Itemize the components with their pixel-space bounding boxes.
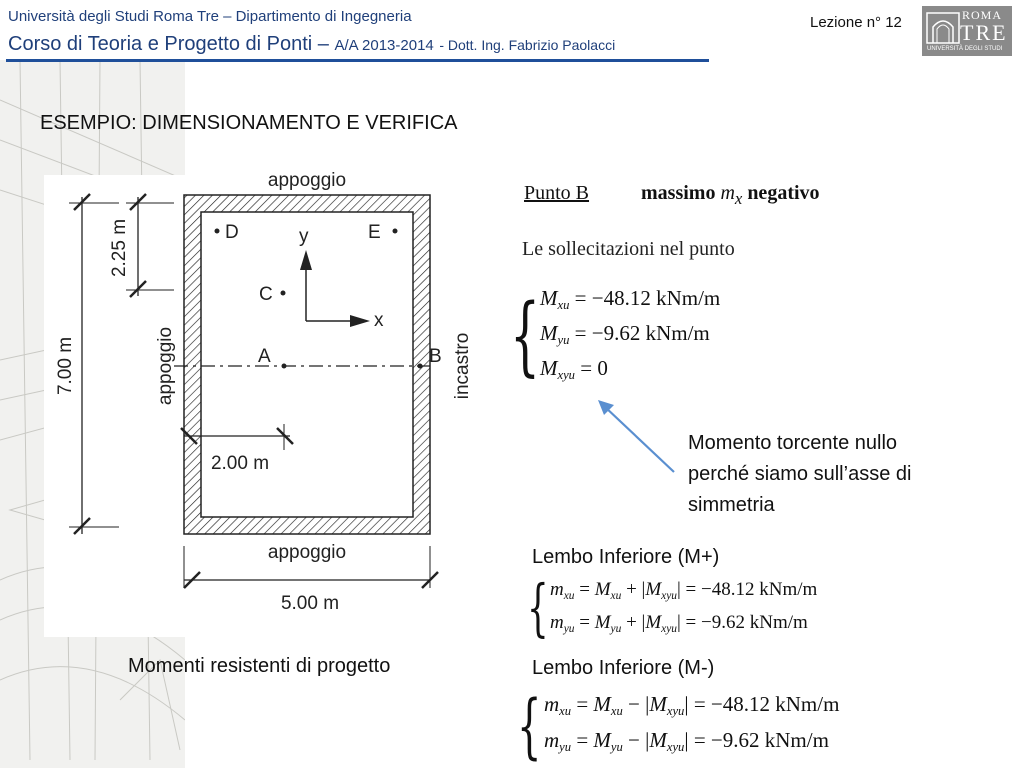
- punto-b-title: Punto B: [524, 182, 590, 204]
- y-axis-arrow: [300, 250, 312, 270]
- lembo-minus-title: Lembo Inferiore (M-): [532, 657, 715, 679]
- lembo-plus-title: Lembo Inferiore (M+): [532, 546, 720, 567]
- dim-horizontal-part-text: 2.00 m: [210, 453, 270, 474]
- logo-line1: ROMA: [962, 8, 1003, 22]
- label-point-e: E: [368, 222, 381, 243]
- course-author: - Dott. Ing. Fabrizio Paolacci: [439, 37, 616, 53]
- label-left-appoggio: appoggio: [155, 326, 176, 406]
- label-top-appoggio: appoggio: [267, 170, 347, 191]
- label-point-c: C: [259, 284, 273, 305]
- eq-plus-myu: $m_{yu} = M_{yu} + |M_{xyu}| = -9.62$ kNm/m: [550, 612, 808, 635]
- massimo-heading: massimo $m_x$ negativo: [641, 182, 820, 208]
- label-axis-x: x: [374, 310, 384, 331]
- dim-vertical-total-text: 7.00 m: [55, 336, 76, 396]
- caption-momenti: Momenti resistenti di progetto: [128, 655, 391, 677]
- sollecitazioni-text: Le sollecitazioni nel punto: [522, 238, 735, 260]
- brace-sollecitazioni: {: [510, 286, 541, 386]
- eq-plus-mxu: $m_{xu} = M_{xu} + |M_{xyu}| = -48.12$ kNm/m: [550, 579, 818, 602]
- eq-mxu: $M_{xu} = -48.12$ kNm/m: [540, 286, 721, 312]
- label-axis-y: y: [299, 226, 309, 247]
- brace-lembo-plus: {: [527, 571, 549, 644]
- lesson-number: Lezione n° 12: [810, 14, 902, 31]
- point-a-dot: [282, 364, 287, 369]
- label-point-d: D: [225, 222, 239, 243]
- eq-minus-myu: $m_{yu} = M_{yu} - |M_{xyu}| = -9.62$ kNm/m: [544, 728, 829, 754]
- eq-mxyu: $M_{xyu} = 0$: [540, 356, 608, 382]
- arch-icon: [925, 9, 961, 45]
- eq-minus-mxu: $m_{xu} = M_{xu} - |M_{xyu}| = -48.12$ kNm/m: [544, 692, 840, 718]
- note-momento-torcente: Momento torcente nullo perché siamo sull’asse di simmetria: [688, 432, 912, 516]
- point-c-dot: [281, 291, 286, 296]
- point-e-dot: [393, 229, 398, 234]
- x-axis-arrow: [350, 315, 370, 327]
- point-b-dot: [418, 364, 423, 369]
- header-course: [8, 33, 615, 56]
- logo-line3: UNIVERSITÀ DEGLI STUDI: [927, 46, 1003, 52]
- label-bottom-appoggio: appoggio: [267, 542, 347, 563]
- academic-year: A/A 2013-2014: [334, 37, 434, 54]
- note-arrow: [590, 396, 680, 478]
- brace-lembo-minus: {: [517, 685, 542, 767]
- dim-vertical-part-text: 2.25 m: [109, 218, 130, 278]
- roma-tre-logo: [922, 6, 1012, 56]
- point-d-dot: [215, 229, 220, 234]
- label-point-b: B: [429, 346, 442, 367]
- course-name: Corso di Teoria e Progetto di Ponti –: [8, 33, 329, 55]
- slide-title: ESEMPIO: DIMENSIONAMENTO E VERIFICA: [40, 112, 458, 134]
- header-rule: [6, 59, 709, 62]
- logo-line2: TRE: [960, 20, 1008, 45]
- slab-diagram: [44, 168, 484, 628]
- label-right-incastro: incastro: [452, 332, 473, 400]
- header-university: Università degli Studi Roma Tre – Dipartimento di Ingegneria: [8, 8, 412, 25]
- label-point-a: A: [258, 346, 271, 367]
- dim-horizontal-total-text: 5.00 m: [280, 593, 340, 614]
- eq-myu: $M_{yu} = -9.62$ kNm/m: [540, 321, 710, 347]
